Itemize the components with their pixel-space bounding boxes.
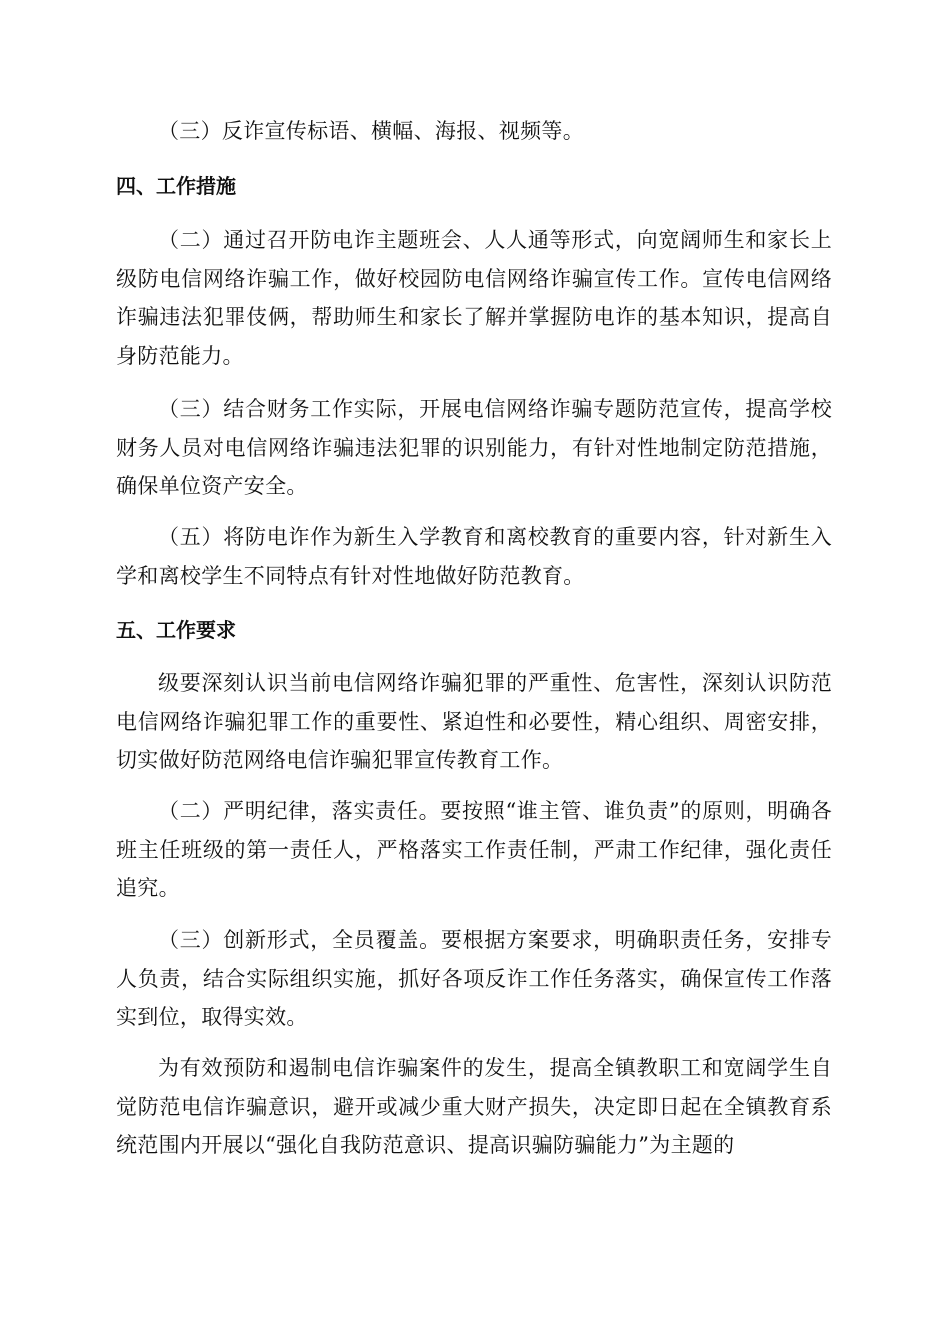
paragraph-measure-3: （三）结合财务工作实际，开展电信网络诈骗专题防范宣传，提高学校财务人员对电信网络诈骗违法犯罪的识别能力，有针对性地制定防范措施，确保单位资产安全。 [116, 397, 832, 498]
paragraph-slogans: （三）反诈宣传标语、横幅、海报、视频等。 [158, 119, 584, 143]
paragraph-measure-2: （二）通过召开防电诈主题班会、人人通等形式，向宽阔师生和家长上级防电信网络诈骗工作，做好校园防电信网络诈骗宣传工作。宣传电信网络诈骗违法犯罪伎俩，帮助师生和家长了解并掌握防电诈的基本知识，提高自身防范能力。 [116, 228, 832, 368]
paragraph-requirement-3: （三）创新形式，全员覆盖。要根据方案要求，明确职责任务，安排专人负责，结合实际组织实施，抓好各项反诈工作任务落实，确保宣传工作落实到位，取得实效。 [116, 928, 832, 1029]
heading-work-requirements: 五、工作要求 [116, 618, 236, 642]
paragraph-measure-5: （五）将防电诈作为新生入学教育和离校教育的重要内容，针对新生入学和离校学生不同特点有针对性地做好防范教育。 [116, 525, 832, 588]
paragraph-requirement-1: 级要深刻认识当前电信网络诈骗犯罪的严重性、危害性，深刻认识防范电信网络诈骗犯罪工作的重要性、紧迫性和必要性，精心组织、周密安排，切实做好防范网络电信诈骗犯罪宣传教育工作。 [116, 671, 832, 772]
paragraph-purpose: 为有效预防和遏制电信诈骗案件的发生，提高全镇教职工和宽阔学生自觉防范电信诈骗意识，避开或减少重大财产损失，决定即日起在全镇教育系统范围内开展以“强化自我防范意识、提高识骗防骗能力”为主题的 [116, 1056, 832, 1157]
paragraph-requirement-2: （二）严明纪律，落实责任。要按照“谁主管、谁负责”的原则，明确各班主任班级的第一责任人，严格落实工作责任制，严肃工作纪律，强化责任追究。 [116, 799, 832, 900]
heading-work-measures: 四、工作措施 [116, 174, 236, 198]
